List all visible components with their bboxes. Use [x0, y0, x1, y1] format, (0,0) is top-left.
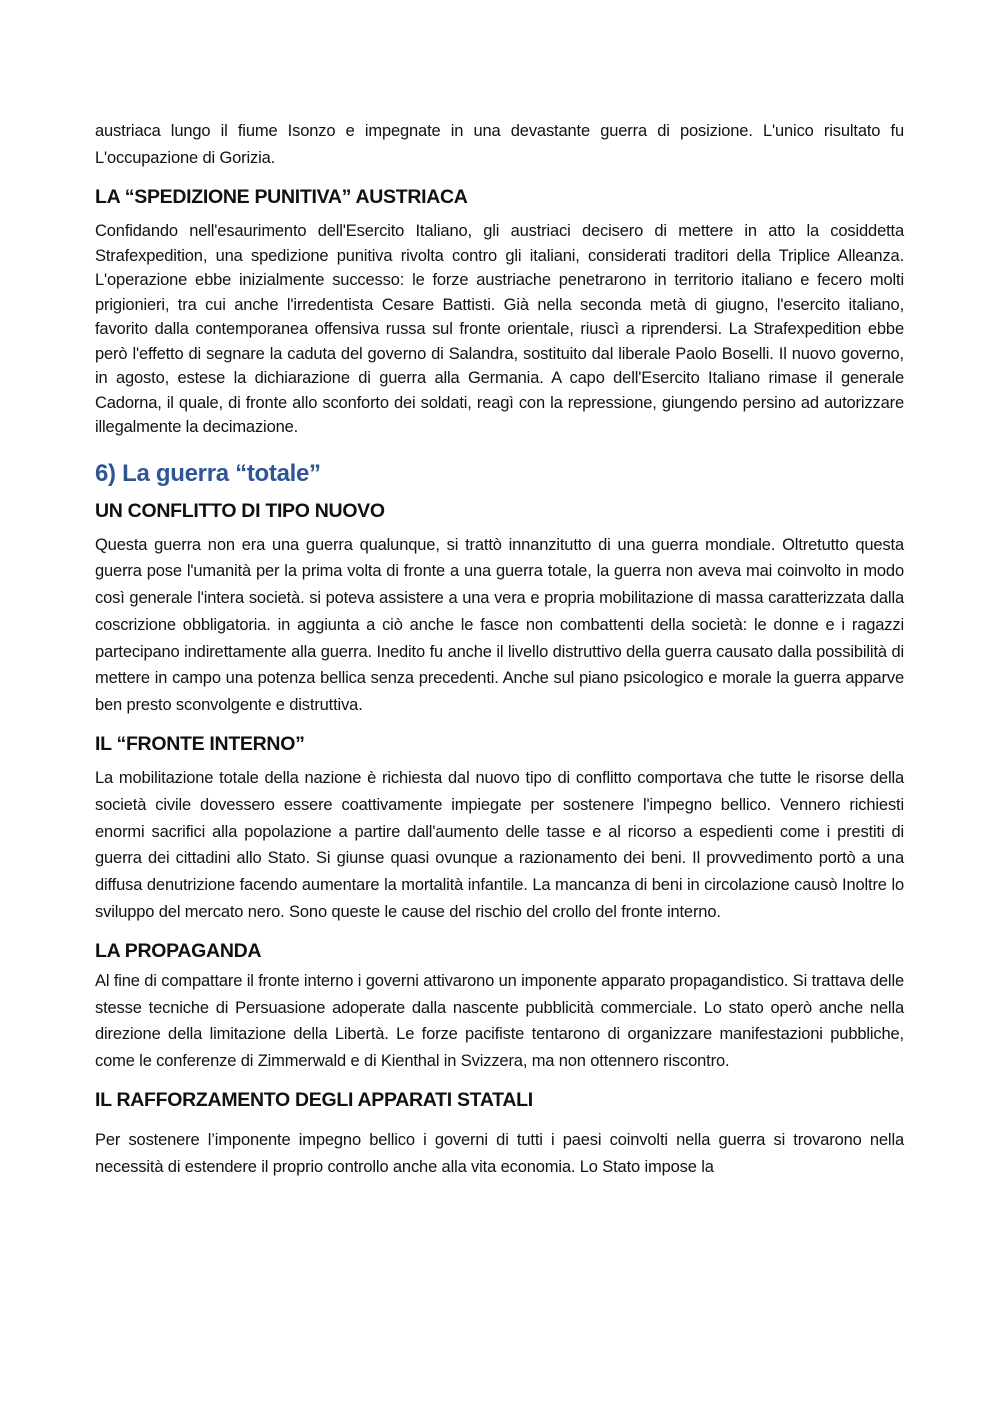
- section-heading-fronte-interno: IL “FRONTE INTERNO”: [95, 733, 305, 756]
- section-heading-conflitto-nuovo: UN CONFLITTO DI TIPO NUOVO: [95, 499, 385, 522]
- section-heading-propaganda: LA PROPAGANDA: [95, 939, 262, 962]
- section-body-spedizione-punitiva: Confidando nell'esaurimento dell'Esercito Italiano, gli austriaci decisero di mettere in atto la cosiddetta Strafexpedition, una spedizione punitiva rivolta contro gli italiani, considerati traditori della Triplice Alleanza. L'operazione ebbe inizialmente successo: le forze austriache penetrarono in territorio italiano e fecero molti prigionieri, tra cui anche l'irredentista Cesare Battisti. Già nella seconda metà di giugno, l'esercito italiano, favorito dalla contemporanea offensiva russa sul fronte orientale, riuscì a riprendersi. La Strafexpedition ebbe però l'effetto di segnare la caduta del governo di Salandra, sostituito dal liberale Paolo Boselli. Il nuovo governo, in agosto, estese la dichiarazione di guerra alla Germania. A capo dell'Esercito Italiano rimase il generale Cadorna, il quale, di fronte allo sconforto dei soldati, reagì con la repressione, giungendo persino ad autorizzare illegalmente la decimazione.: [95, 222, 904, 436]
- section-body-fronte-interno: La mobilitazione totale della nazione è richiesta dal nuovo tipo di conflitto comportava che tutte le risorse della società civile dovessero essere coattivamente impiegate per sostenere l'impegno bellico. Vennero richiesti enormi sacrifici alla popolazione a partire dall'aumento delle tasse e al ricorso a espedienti come i prestiti di guerra dei cittadini allo Stato. Si giunse quasi ovunque a razionamento dei beni. Il provvedimento portò a una diffusa denutrizione facendo aumentare la mortalità infantile. La mancanza di beni in circolazione causò Inoltre lo sviluppo del mercato nero. Sono queste le cause del rischio del crollo del fronte interno.: [95, 769, 904, 922]
- section-body-apparati-statali: Per sostenere l’imponente impegno bellico i governi di tutti i paesi coinvolti nella guerra si trovarono nella necessità di estendere il proprio controllo anche alla vita economia. Lo Stato impose la: [95, 1131, 904, 1176]
- chapter-title: 6) La guerra “totale”: [95, 459, 321, 487]
- section-body-propaganda: Al fine di compattare il fronte interno i governi attivarono un imponente apparato propagandistico. Si trattava delle stesse tecniche di Persuasione adoperate dalla nascente pubblicità commerciale. Lo stato operò anche nella direzione della limitazione della Libertà. Le forze pacifiste tentarono di organizzare manifestazioni pubbliche, come le conferenze di Zimmerwald e di Kienthal in Svizzera, ma non ottennero riscontro.: [95, 971, 904, 1071]
- intro-paragraph: austriaca lungo il fiume Isonzo e impegnate in una devastante guerra di posizione. L'unico risultato fu L'occupazione di Gorizia.: [95, 122, 904, 167]
- section-body-conflitto-nuovo: Questa guerra non era una guerra qualunque, si trattò innanzitutto di una guerra mondiale. Oltretutto questa guerra pose l'umanità per la prima volta di fronte a una guerra totale, la guerra non aveva mai coinvolto in modo così generale l'intera società. si poteva assistere a una vera e propria mobilitazione di massa caratterizzata dalla coscrizione obbligatoria. in aggiunta a ciò anche le fasce non combattenti della società: le donne e i ragazzi partecipano indirettamente alla guerra. Inedito fu anche il livello distruttivo della guerra causato dalla possibilità di mettere in campo una potenza bellica senza precedenti. Anche sul piano psicologico e morale la guerra apparve ben presto sconvolgente e distruttiva.: [95, 535, 904, 715]
- section-heading-apparati-statali: IL RAFFORZAMENTO DEGLI APPARATI STATALI: [95, 1089, 533, 1112]
- document-page: [95, 118, 904, 1181]
- section-heading-spedizione-punitiva: LA “SPEDIZIONE PUNITIVA” AUSTRIACA: [95, 186, 468, 208]
